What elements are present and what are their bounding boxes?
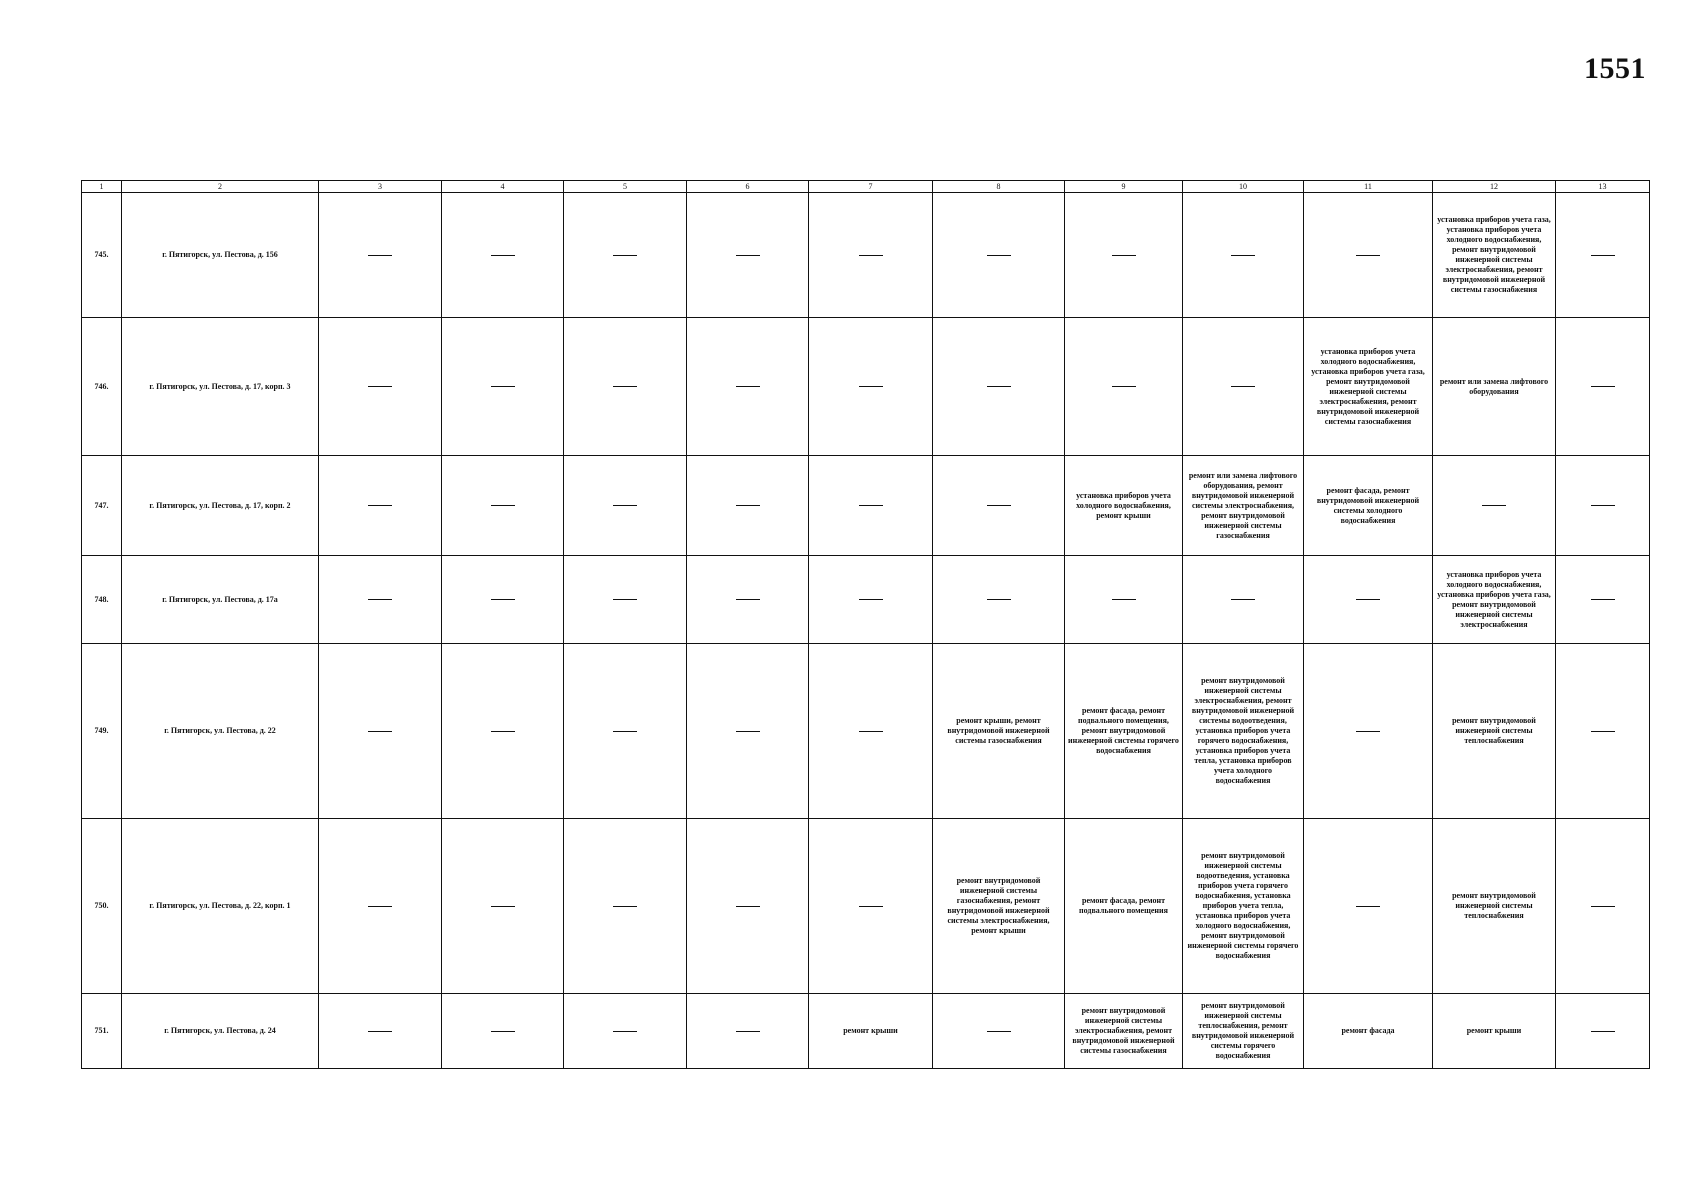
row-number: 750. — [82, 819, 122, 994]
empty-cell — [319, 994, 442, 1069]
dash-mark — [368, 1031, 392, 1032]
empty-cell — [1556, 556, 1650, 644]
dash-mark — [613, 386, 637, 387]
dash-mark — [491, 906, 515, 907]
table-row — [82, 556, 1650, 644]
empty-cell — [687, 556, 809, 644]
row-number: 745. — [82, 193, 122, 318]
dash-mark — [859, 255, 883, 256]
empty-cell — [442, 318, 564, 456]
dash-mark — [736, 731, 760, 732]
work-cell: ремонт фасада, ремонт подвального помещения, ремонт внутридомовой инженерной системы горячего водоснабжения — [1065, 644, 1183, 819]
empty-cell — [1183, 556, 1304, 644]
dash-mark — [613, 731, 637, 732]
empty-cell — [1556, 994, 1650, 1069]
dash-mark — [491, 386, 515, 387]
empty-cell — [319, 644, 442, 819]
dash-mark — [1591, 255, 1615, 256]
dash-mark — [736, 1031, 760, 1032]
dash-mark — [491, 1031, 515, 1032]
dash-mark — [987, 386, 1011, 387]
address-cell: г. Пятигорск, ул. Пестова, д. 17а — [122, 556, 319, 644]
empty-cell — [319, 456, 442, 556]
dash-mark — [859, 731, 883, 732]
empty-cell — [687, 994, 809, 1069]
work-cell: ремонт крыши — [1433, 994, 1556, 1069]
empty-cell — [933, 193, 1065, 318]
dash-mark — [1591, 386, 1615, 387]
work-cell: ремонт внутридомовой инженерной системы электроснабжения, ремонт внутридомовой инженерной системы водоотведения, установка приборов учета горячего водоснабжения, установка приборов учета тепла, установка приборов учета холодного водоснабжения — [1183, 644, 1304, 819]
dash-mark — [1591, 599, 1615, 600]
dash-mark — [736, 906, 760, 907]
address-cell: г. Пятигорск, ул. Пестова, д. 17, корп. 2 — [122, 456, 319, 556]
empty-cell — [933, 456, 1065, 556]
column-header: 7 — [809, 181, 933, 193]
dash-mark — [1112, 599, 1136, 600]
dash-mark — [613, 505, 637, 506]
dash-mark — [491, 505, 515, 506]
column-header: 12 — [1433, 181, 1556, 193]
empty-cell — [1433, 456, 1556, 556]
address-cell: г. Пятигорск, ул. Пестова, д. 24 — [122, 994, 319, 1069]
column-header: 11 — [1304, 181, 1433, 193]
empty-cell — [442, 819, 564, 994]
empty-cell — [319, 556, 442, 644]
work-cell: ремонт внутридомовой инженерной системы водоотведения, установка приборов учета горячего водоснабжения, установка приборов учета тепла, установка приборов учета холодного водоснабжения, ремонт внутридомовой инженерной системы горячего водоснабжения — [1183, 819, 1304, 994]
column-header: 8 — [933, 181, 1065, 193]
row-number: 746. — [82, 318, 122, 456]
empty-cell — [687, 318, 809, 456]
empty-cell — [564, 193, 687, 318]
work-cell: ремонт внутридомовой инженерной системы теплоснабжения — [1433, 819, 1556, 994]
column-number-row — [82, 181, 1650, 193]
empty-cell — [1065, 193, 1183, 318]
work-cell: установка приборов учета холодного водоснабжения, установка приборов учета газа, ремонт внутридомовой инженерной системы электроснабжения, ремонт внутридомовой инженерной системы газоснабжения — [1304, 318, 1433, 456]
empty-cell — [933, 318, 1065, 456]
dash-mark — [491, 599, 515, 600]
table-row — [82, 994, 1650, 1069]
dash-mark — [613, 255, 637, 256]
dash-mark — [613, 1031, 637, 1032]
empty-cell — [1183, 318, 1304, 456]
empty-cell — [319, 193, 442, 318]
dash-mark — [859, 505, 883, 506]
dash-mark — [736, 255, 760, 256]
dash-mark — [368, 906, 392, 907]
empty-cell — [564, 318, 687, 456]
empty-cell — [1304, 819, 1433, 994]
row-number: 751. — [82, 994, 122, 1069]
dash-mark — [987, 255, 1011, 256]
dash-mark — [1591, 1031, 1615, 1032]
dash-mark — [1591, 731, 1615, 732]
address-cell: г. Пятигорск, ул. Пестова, д. 156 — [122, 193, 319, 318]
empty-cell — [687, 456, 809, 556]
dash-mark — [368, 599, 392, 600]
dash-mark — [987, 1031, 1011, 1032]
column-header: 10 — [1183, 181, 1304, 193]
column-header: 4 — [442, 181, 564, 193]
dash-mark — [1231, 255, 1255, 256]
address-cell: г. Пятигорск, ул. Пестова, д. 22, корп. 1 — [122, 819, 319, 994]
work-cell: установка приборов учета газа, установка приборов учета холодного водоснабжения, ремонт внутридомовой инженерной системы электроснабжения, ремонт внутридомовой инженерной системы газоснабжения — [1433, 193, 1556, 318]
table-body — [82, 193, 1650, 1069]
empty-cell — [1304, 644, 1433, 819]
column-header: 1 — [82, 181, 122, 193]
column-header: 9 — [1065, 181, 1183, 193]
dash-mark — [1231, 386, 1255, 387]
empty-cell — [809, 318, 933, 456]
dash-mark — [1112, 255, 1136, 256]
empty-cell — [809, 644, 933, 819]
dash-mark — [1356, 255, 1380, 256]
work-cell: ремонт фасада, ремонт внутридомовой инженерной системы холодного водоснабжения — [1304, 456, 1433, 556]
empty-cell — [319, 819, 442, 994]
dash-mark — [1591, 505, 1615, 506]
work-cell: ремонт крыши, ремонт внутридомовой инженерной системы газоснабжения — [933, 644, 1065, 819]
empty-cell — [1304, 556, 1433, 644]
empty-cell — [687, 193, 809, 318]
dash-mark — [1356, 599, 1380, 600]
work-cell: ремонт или замена лифтового оборудования — [1433, 318, 1556, 456]
dash-mark — [1231, 599, 1255, 600]
table-row — [82, 819, 1650, 994]
empty-cell — [442, 644, 564, 819]
work-cell: ремонт внутридомовой инженерной системы теплоснабжения, ремонт внутридомовой инженерной системы горячего водоснабжения — [1183, 994, 1304, 1069]
work-cell: ремонт фасада, ремонт подвального помещения — [1065, 819, 1183, 994]
empty-cell — [564, 819, 687, 994]
column-header: 5 — [564, 181, 687, 193]
empty-cell — [687, 644, 809, 819]
dash-mark — [368, 386, 392, 387]
table-row — [82, 456, 1650, 556]
empty-cell — [1556, 819, 1650, 994]
empty-cell — [564, 994, 687, 1069]
dash-mark — [1112, 386, 1136, 387]
dash-mark — [1356, 731, 1380, 732]
dash-mark — [613, 599, 637, 600]
empty-cell — [564, 456, 687, 556]
empty-cell — [809, 556, 933, 644]
dash-mark — [368, 255, 392, 256]
dash-mark — [859, 599, 883, 600]
column-header: 2 — [122, 181, 319, 193]
empty-cell — [933, 556, 1065, 644]
empty-cell — [319, 318, 442, 456]
work-cell: ремонт внутридомовой инженерной системы теплоснабжения — [1433, 644, 1556, 819]
empty-cell — [442, 456, 564, 556]
empty-cell — [1304, 193, 1433, 318]
empty-cell — [687, 819, 809, 994]
empty-cell — [1556, 644, 1650, 819]
work-cell: ремонт фасада — [1304, 994, 1433, 1069]
empty-cell — [564, 644, 687, 819]
empty-cell — [442, 556, 564, 644]
dash-mark — [368, 731, 392, 732]
row-number: 749. — [82, 644, 122, 819]
dash-mark — [987, 505, 1011, 506]
works-table — [81, 180, 1650, 1069]
dash-mark — [987, 599, 1011, 600]
column-header: 6 — [687, 181, 809, 193]
dash-mark — [613, 906, 637, 907]
column-header: 13 — [1556, 181, 1650, 193]
empty-cell — [809, 193, 933, 318]
dash-mark — [859, 906, 883, 907]
empty-cell — [442, 994, 564, 1069]
dash-mark — [859, 386, 883, 387]
dash-mark — [736, 386, 760, 387]
empty-cell — [1065, 556, 1183, 644]
dash-mark — [1482, 505, 1506, 506]
dash-mark — [368, 505, 392, 506]
page-number: 1551 — [1584, 52, 1646, 85]
dash-mark — [491, 731, 515, 732]
empty-cell — [564, 556, 687, 644]
table-row — [82, 318, 1650, 456]
dash-mark — [1356, 906, 1380, 907]
empty-cell — [1556, 456, 1650, 556]
column-header: 3 — [319, 181, 442, 193]
work-cell: ремонт или замена лифтового оборудования, ремонт внутридомовой инженерной системы электроснабжения, ремонт внутридомовой инженерной системы газоснабжения — [1183, 456, 1304, 556]
table-row — [82, 644, 1650, 819]
empty-cell — [1556, 318, 1650, 456]
dash-mark — [736, 599, 760, 600]
work-cell: ремонт внутридомовой инженерной системы электроснабжения, ремонт внутридомовой инженерной системы газоснабжения — [1065, 994, 1183, 1069]
work-cell: установка приборов учета холодного водоснабжения, ремонт крыши — [1065, 456, 1183, 556]
dash-mark — [1591, 906, 1615, 907]
empty-cell — [1065, 318, 1183, 456]
work-cell: ремонт внутридомовой инженерной системы газоснабжения, ремонт внутридомовой инженерной системы электроснабжения, ремонт крыши — [933, 819, 1065, 994]
dash-mark — [491, 255, 515, 256]
table-row — [82, 193, 1650, 318]
empty-cell — [809, 456, 933, 556]
address-cell: г. Пятигорск, ул. Пестова, д. 17, корп. 3 — [122, 318, 319, 456]
work-cell: ремонт крыши — [809, 994, 933, 1069]
row-number: 747. — [82, 456, 122, 556]
empty-cell — [1556, 193, 1650, 318]
empty-cell — [809, 819, 933, 994]
row-number: 748. — [82, 556, 122, 644]
work-cell: установка приборов учета холодного водоснабжения, установка приборов учета газа, ремонт внутридомовой инженерной системы электроснабжения — [1433, 556, 1556, 644]
dash-mark — [736, 505, 760, 506]
empty-cell — [1183, 193, 1304, 318]
empty-cell — [442, 193, 564, 318]
empty-cell — [933, 994, 1065, 1069]
address-cell: г. Пятигорск, ул. Пестова, д. 22 — [122, 644, 319, 819]
